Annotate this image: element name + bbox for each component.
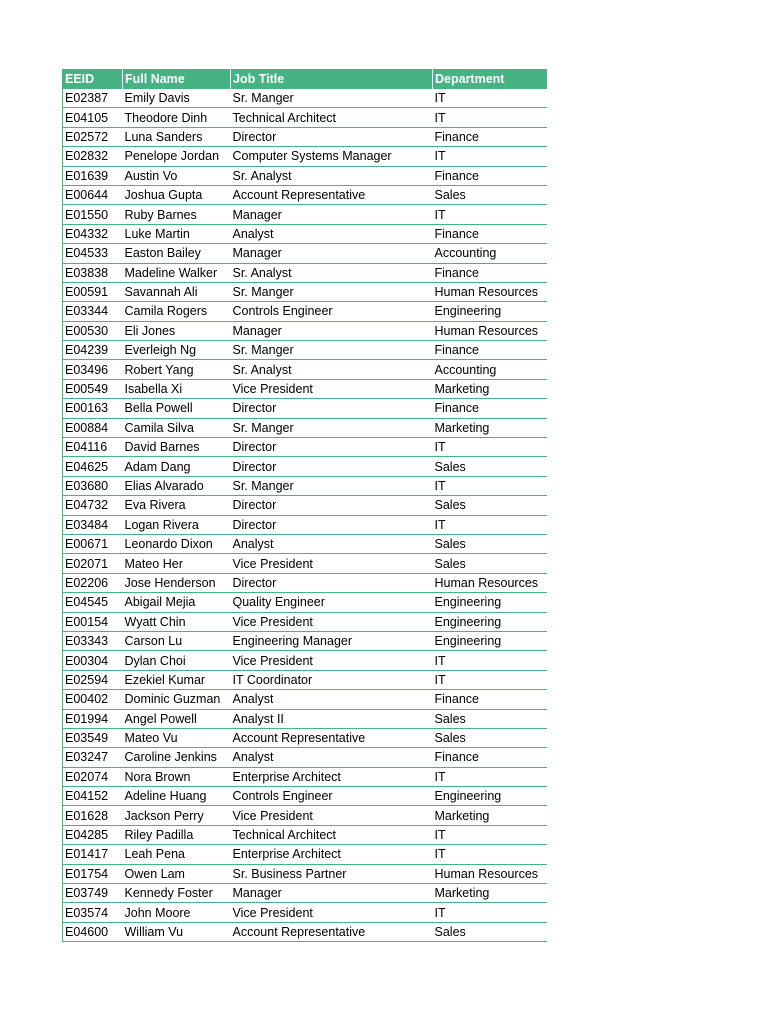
cell-department: Finance: [433, 166, 547, 185]
cell-job-title: Analyst: [231, 224, 433, 243]
cell-department: Finance: [433, 341, 547, 360]
cell-department: IT: [433, 670, 547, 689]
table-row: [63, 224, 547, 243]
cell-department: Sales: [433, 534, 547, 553]
table-row: [63, 728, 547, 747]
cell-job-title: Vice President: [231, 612, 433, 631]
cell-full-name: Angel Powell: [123, 709, 231, 728]
cell-eeid: E04533: [63, 244, 123, 263]
cell-department: Marketing: [433, 379, 547, 398]
cell-eeid: E04105: [63, 108, 123, 127]
cell-job-title: Analyst: [231, 748, 433, 767]
cell-job-title: Enterprise Architect: [231, 767, 433, 786]
cell-job-title: Director: [231, 438, 433, 457]
cell-full-name: John Moore: [123, 903, 231, 922]
cell-full-name: Adam Dang: [123, 457, 231, 476]
table-row: [63, 302, 547, 321]
cell-eeid: E00304: [63, 651, 123, 670]
cell-job-title: Director: [231, 515, 433, 534]
cell-full-name: Savannah Ali: [123, 282, 231, 301]
cell-eeid: E00671: [63, 534, 123, 553]
cell-job-title: Sr. Analyst: [231, 263, 433, 282]
cell-full-name: Dominic Guzman: [123, 690, 231, 709]
cell-full-name: Logan Rivera: [123, 515, 231, 534]
cell-job-title: Enterprise Architect: [231, 845, 433, 864]
cell-eeid: E00644: [63, 185, 123, 204]
cell-eeid: E02074: [63, 767, 123, 786]
cell-job-title: Engineering Manager: [231, 631, 433, 650]
table-row: [63, 205, 547, 224]
employee-table: [62, 69, 547, 942]
cell-full-name: Dylan Choi: [123, 651, 231, 670]
cell-eeid: E02387: [63, 89, 123, 108]
cell-eeid: E04545: [63, 593, 123, 612]
cell-job-title: Sr. Manger: [231, 476, 433, 495]
cell-eeid: E02572: [63, 127, 123, 146]
table-row: [63, 399, 547, 418]
table-row: [63, 748, 547, 767]
cell-full-name: Elias Alvarado: [123, 476, 231, 495]
cell-job-title: Quality Engineer: [231, 593, 433, 612]
cell-department: Engineering: [433, 612, 547, 631]
cell-job-title: Director: [231, 127, 433, 146]
cell-eeid: E03574: [63, 903, 123, 922]
cell-full-name: Nora Brown: [123, 767, 231, 786]
table-row: [63, 457, 547, 476]
cell-job-title: Director: [231, 496, 433, 515]
cell-job-title: Account Representative: [231, 728, 433, 747]
cell-job-title: Vice President: [231, 554, 433, 573]
cell-full-name: Riley Padilla: [123, 825, 231, 844]
cell-job-title: Analyst: [231, 534, 433, 553]
cell-full-name: Madeline Walker: [123, 263, 231, 282]
cell-department: Human Resources: [433, 282, 547, 301]
cell-department: Sales: [433, 922, 547, 941]
cell-full-name: Owen Lam: [123, 864, 231, 883]
cell-eeid: E01994: [63, 709, 123, 728]
cell-job-title: Vice President: [231, 651, 433, 670]
table-row: [63, 534, 547, 553]
cell-eeid: E01550: [63, 205, 123, 224]
table-row: [63, 166, 547, 185]
cell-job-title: Account Representative: [231, 922, 433, 941]
cell-department: IT: [433, 903, 547, 922]
table-row: [63, 89, 547, 108]
cell-department: IT: [433, 767, 547, 786]
cell-eeid: E03247: [63, 748, 123, 767]
cell-department: Engineering: [433, 302, 547, 321]
cell-department: Finance: [433, 748, 547, 767]
cell-eeid: E02594: [63, 670, 123, 689]
cell-department: Finance: [433, 690, 547, 709]
cell-eeid: E03344: [63, 302, 123, 321]
table-row: [63, 884, 547, 903]
header-job-title: Job Title: [231, 69, 433, 89]
table-row: [63, 418, 547, 437]
cell-full-name: Emily Davis: [123, 89, 231, 108]
cell-full-name: Camila Silva: [123, 418, 231, 437]
cell-eeid: E03749: [63, 884, 123, 903]
cell-full-name: Adeline Huang: [123, 787, 231, 806]
cell-eeid: E04116: [63, 438, 123, 457]
table-row: [63, 612, 547, 631]
cell-department: Marketing: [433, 806, 547, 825]
table-row: [63, 127, 547, 146]
cell-job-title: Director: [231, 399, 433, 418]
cell-full-name: David Barnes: [123, 438, 231, 457]
cell-full-name: Penelope Jordan: [123, 147, 231, 166]
cell-department: Human Resources: [433, 573, 547, 592]
cell-department: IT: [433, 825, 547, 844]
table-row: [63, 263, 547, 282]
cell-job-title: Sr. Analyst: [231, 360, 433, 379]
cell-department: Finance: [433, 263, 547, 282]
cell-job-title: Sr. Analyst: [231, 166, 433, 185]
cell-full-name: Mateo Vu: [123, 728, 231, 747]
cell-eeid: E00549: [63, 379, 123, 398]
table-row: [63, 670, 547, 689]
cell-eeid: E00154: [63, 612, 123, 631]
cell-department: Human Resources: [433, 321, 547, 340]
cell-eeid: E01639: [63, 166, 123, 185]
cell-department: Finance: [433, 127, 547, 146]
header-department: Department: [433, 69, 547, 89]
header-eeid: EEID: [63, 69, 123, 89]
cell-eeid: E03680: [63, 476, 123, 495]
cell-department: IT: [433, 438, 547, 457]
cell-department: IT: [433, 845, 547, 864]
header-row: [63, 69, 547, 89]
table-row: [63, 651, 547, 670]
cell-department: IT: [433, 476, 547, 495]
cell-full-name: Wyatt Chin: [123, 612, 231, 631]
cell-job-title: Director: [231, 573, 433, 592]
cell-department: IT: [433, 205, 547, 224]
cell-full-name: Ezekiel Kumar: [123, 670, 231, 689]
cell-department: Finance: [433, 399, 547, 418]
cell-eeid: E03484: [63, 515, 123, 534]
cell-full-name: Mateo Her: [123, 554, 231, 573]
cell-job-title: Sr. Manger: [231, 89, 433, 108]
cell-job-title: Manager: [231, 244, 433, 263]
cell-full-name: Bella Powell: [123, 399, 231, 418]
cell-department: Sales: [433, 554, 547, 573]
cell-eeid: E04625: [63, 457, 123, 476]
cell-department: Sales: [433, 457, 547, 476]
table-row: [63, 806, 547, 825]
cell-job-title: Manager: [231, 321, 433, 340]
cell-department: Human Resources: [433, 864, 547, 883]
cell-eeid: E00163: [63, 399, 123, 418]
cell-eeid: E04152: [63, 787, 123, 806]
cell-eeid: E02071: [63, 554, 123, 573]
cell-full-name: Kennedy Foster: [123, 884, 231, 903]
cell-job-title: Manager: [231, 205, 433, 224]
cell-job-title: Director: [231, 457, 433, 476]
cell-full-name: Theodore Dinh: [123, 108, 231, 127]
cell-eeid: E04285: [63, 825, 123, 844]
cell-full-name: Ruby Barnes: [123, 205, 231, 224]
table-body: [63, 89, 547, 942]
cell-department: IT: [433, 651, 547, 670]
table-row: [63, 360, 547, 379]
cell-eeid: E03343: [63, 631, 123, 650]
cell-job-title: Vice President: [231, 806, 433, 825]
header-full-name: Full Name: [123, 69, 231, 89]
cell-department: Sales: [433, 185, 547, 204]
cell-job-title: Technical Architect: [231, 825, 433, 844]
cell-eeid: E04732: [63, 496, 123, 515]
cell-eeid: E00530: [63, 321, 123, 340]
cell-department: Accounting: [433, 360, 547, 379]
cell-eeid: E02206: [63, 573, 123, 592]
table-row: [63, 379, 547, 398]
cell-eeid: E03838: [63, 263, 123, 282]
cell-eeid: E04332: [63, 224, 123, 243]
table-row: [63, 922, 547, 941]
cell-job-title: Controls Engineer: [231, 302, 433, 321]
cell-eeid: E00402: [63, 690, 123, 709]
table-row: [63, 845, 547, 864]
table-row: [63, 147, 547, 166]
cell-department: IT: [433, 108, 547, 127]
cell-eeid: E02832: [63, 147, 123, 166]
table-row: [63, 709, 547, 728]
cell-job-title: IT Coordinator: [231, 670, 433, 689]
cell-department: Marketing: [433, 884, 547, 903]
cell-full-name: Eva Rivera: [123, 496, 231, 515]
cell-full-name: Eli Jones: [123, 321, 231, 340]
table-row: [63, 438, 547, 457]
cell-full-name: William Vu: [123, 922, 231, 941]
table-row: [63, 244, 547, 263]
cell-full-name: Luke Martin: [123, 224, 231, 243]
cell-full-name: Carson Lu: [123, 631, 231, 650]
cell-department: Accounting: [433, 244, 547, 263]
cell-job-title: Manager: [231, 884, 433, 903]
table-row: [63, 864, 547, 883]
cell-job-title: Vice President: [231, 379, 433, 398]
cell-department: Sales: [433, 709, 547, 728]
cell-full-name: Austin Vo: [123, 166, 231, 185]
table-row: [63, 787, 547, 806]
cell-job-title: Analyst II: [231, 709, 433, 728]
cell-job-title: Vice President: [231, 903, 433, 922]
cell-job-title: Sr. Manger: [231, 341, 433, 360]
cell-department: Finance: [433, 224, 547, 243]
cell-job-title: Technical Architect: [231, 108, 433, 127]
cell-eeid: E04600: [63, 922, 123, 941]
cell-department: Engineering: [433, 593, 547, 612]
cell-eeid: E01417: [63, 845, 123, 864]
cell-full-name: Joshua Gupta: [123, 185, 231, 204]
cell-full-name: Camila Rogers: [123, 302, 231, 321]
table-header: [63, 69, 547, 89]
cell-job-title: Sr. Business Partner: [231, 864, 433, 883]
table-row: [63, 631, 547, 650]
cell-job-title: Analyst: [231, 690, 433, 709]
cell-full-name: Everleigh Ng: [123, 341, 231, 360]
cell-full-name: Easton Bailey: [123, 244, 231, 263]
cell-job-title: Controls Engineer: [231, 787, 433, 806]
table-row: [63, 593, 547, 612]
cell-job-title: Sr. Manger: [231, 418, 433, 437]
cell-department: Sales: [433, 728, 547, 747]
cell-department: IT: [433, 147, 547, 166]
cell-full-name: Leonardo Dixon: [123, 534, 231, 553]
cell-job-title: Sr. Manger: [231, 282, 433, 301]
cell-eeid: E00884: [63, 418, 123, 437]
cell-department: Engineering: [433, 631, 547, 650]
cell-full-name: Jackson Perry: [123, 806, 231, 825]
cell-job-title: Computer Systems Manager: [231, 147, 433, 166]
cell-eeid: E03496: [63, 360, 123, 379]
table-row: [63, 321, 547, 340]
cell-department: IT: [433, 515, 547, 534]
cell-department: Marketing: [433, 418, 547, 437]
cell-full-name: Robert Yang: [123, 360, 231, 379]
cell-department: IT: [433, 89, 547, 108]
cell-full-name: Jose Henderson: [123, 573, 231, 592]
cell-eeid: E03549: [63, 728, 123, 747]
table-row: [63, 573, 547, 592]
table-row: [63, 767, 547, 786]
cell-job-title: Account Representative: [231, 185, 433, 204]
table-row: [63, 903, 547, 922]
cell-full-name: Leah Pena: [123, 845, 231, 864]
table-row: [63, 554, 547, 573]
cell-full-name: Abigail Mejia: [123, 593, 231, 612]
cell-department: Sales: [433, 496, 547, 515]
cell-eeid: E04239: [63, 341, 123, 360]
cell-eeid: E01754: [63, 864, 123, 883]
table-row: [63, 825, 547, 844]
cell-full-name: Luna Sanders: [123, 127, 231, 146]
table-row: [63, 341, 547, 360]
cell-full-name: Isabella Xi: [123, 379, 231, 398]
table-row: [63, 496, 547, 515]
table-row: [63, 185, 547, 204]
cell-eeid: E01628: [63, 806, 123, 825]
table-row: [63, 476, 547, 495]
cell-eeid: E00591: [63, 282, 123, 301]
table-row: [63, 282, 547, 301]
cell-department: Engineering: [433, 787, 547, 806]
cell-full-name: Caroline Jenkins: [123, 748, 231, 767]
table-row: [63, 108, 547, 127]
table-row: [63, 515, 547, 534]
table-row: [63, 690, 547, 709]
